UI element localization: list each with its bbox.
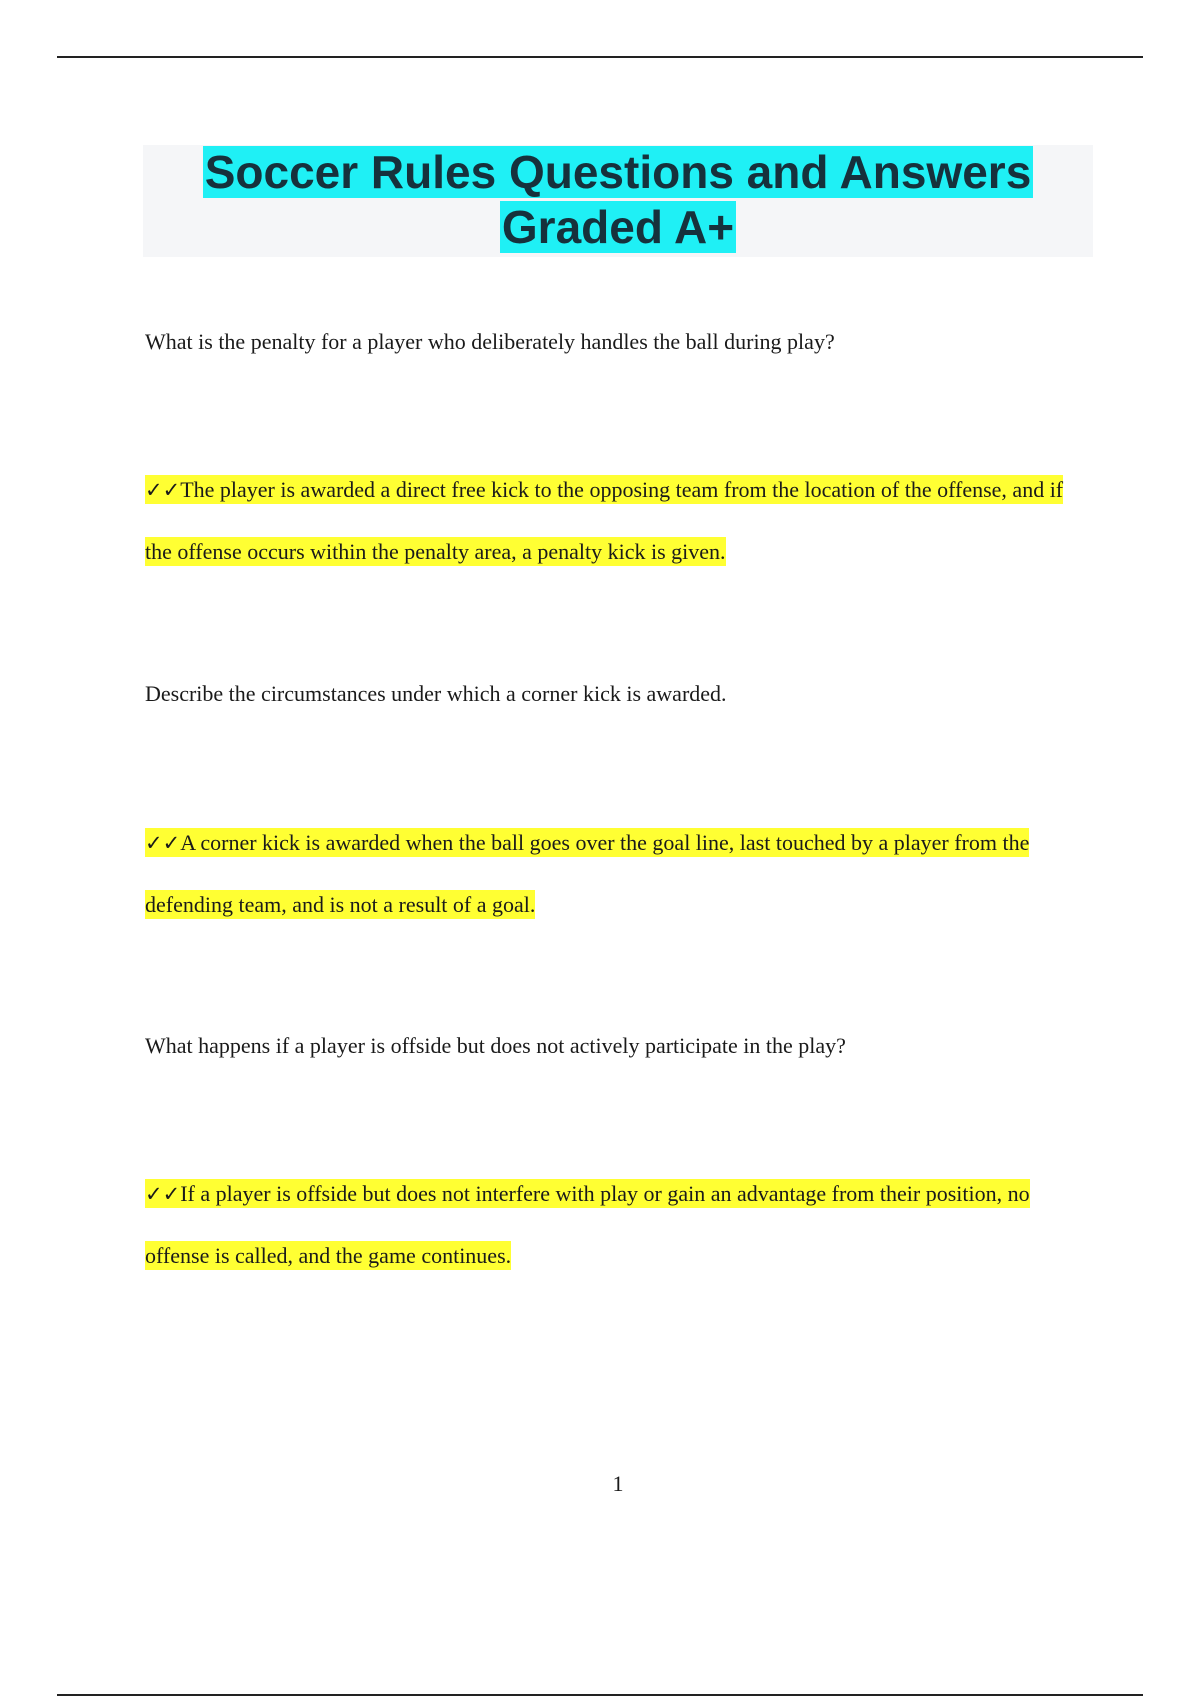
answer-3 [145,1163,1095,1286]
answer-3-highlight [145,1179,1030,1270]
check-mark-icon: ✓✓ [145,831,181,855]
footer-rule [57,1694,1143,1696]
document-title [143,145,1093,257]
question-2: Describe the circumstances under which a corner kick is awarded. [145,681,727,706]
answer-1-text: The player is awarded a direct free kick to the opposing team from the location of the offense, and if the offense occurs within the penalty area, a penalty kick is given. [145,477,1064,564]
page-number: 1 [612,1471,624,1496]
answer-1 [145,459,1095,582]
question-3: What happens if a player is offside but does not actively participate in the play? [145,1033,846,1058]
title-line-2: Graded A+ [501,201,735,253]
question-1: What is the penalty for a player who deliberately handles the ball during play? [145,329,835,354]
answer-2 [145,812,1095,935]
answer-2-highlight [145,828,1029,919]
answer-1-highlight [145,475,1063,566]
answer-3-text: If a player is offside but does not interfere with play or gain an advantage from their position, no offense is called, and the game continues. [145,1181,1030,1268]
answer-2-text: A corner kick is awarded when the ball goes over the goal line, last touched by a player from the defending team, and is not a result of a goal. [145,830,1030,917]
check-mark-icon: ✓✓ [145,478,181,502]
title-line-1: Soccer Rules Questions and Answers [204,146,1032,198]
check-mark-icon: ✓✓ [145,1182,181,1206]
header-rule [57,56,1143,58]
